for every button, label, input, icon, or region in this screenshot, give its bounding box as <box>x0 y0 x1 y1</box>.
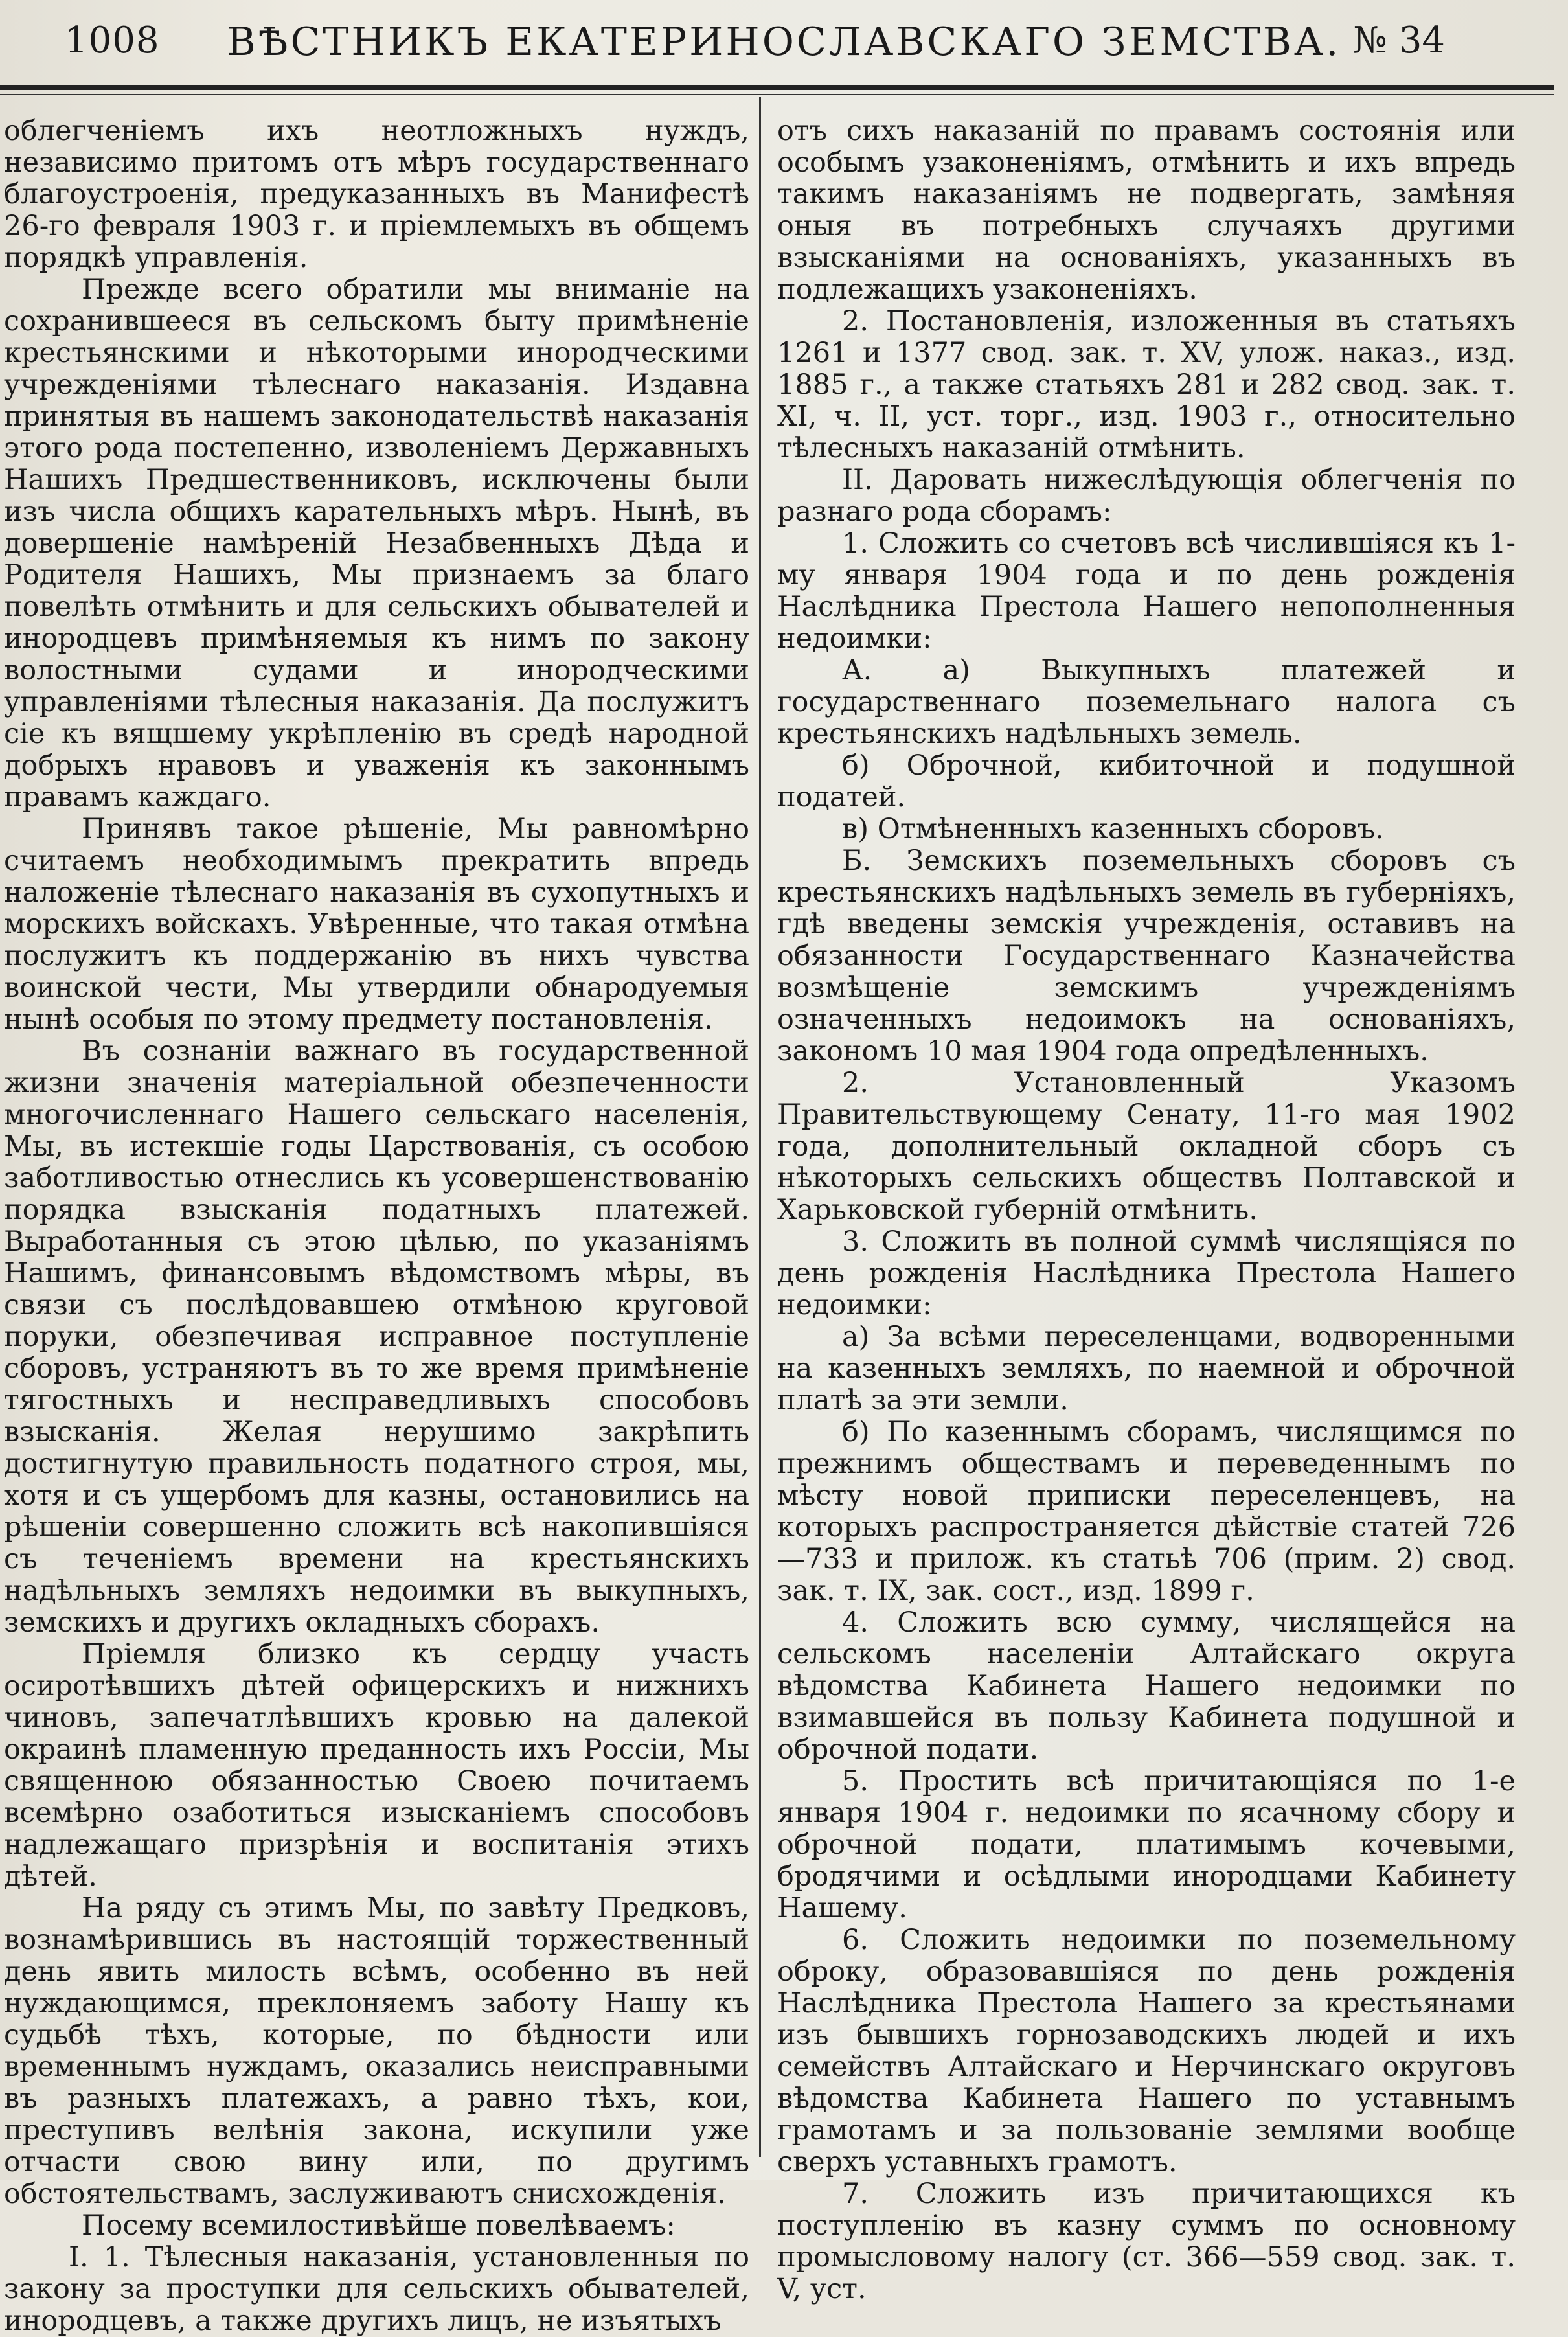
paragraph: II. Даровать нижеслѣдующія облегченія по разнаго рода сборамъ: <box>777 464 1516 528</box>
paragraph: На ряду съ этимъ Мы, по завѣту Предковъ, вознамѣрившись въ настоящій торжественный день явить милость всѣмъ, особенно въ ней нуждающимся, преклоняемъ заботу Нашу къ судьбѣ тѣхъ, которые, по бѣдности или временнымъ нуждамъ, оказались неисправными въ разныхъ платежахъ, а равно тѣхъ, кои, преступивъ велѣнія закона, искупили уже отчасти свою вину или, по другимъ обстоятельствамъ, заслуживаютъ снисхожденія. <box>4 1892 749 2210</box>
right-column <box>777 115 1541 2305</box>
paragraph: 5. Простить всѣ причитающіяся по 1-е января 1904 г. недоимки по ясачному сбору и оброчной подати, платимымъ кочевыми, бродячими и осѣдлыми инородцами Кабинету Нашему. <box>777 1765 1516 1924</box>
publication-title: ВѢСТНИКЪ ЕКАТЕРИНОСЛАВСКАГО ЗЕМСТВА. <box>227 19 1341 65</box>
left-column <box>0 115 755 2337</box>
paragraph: Посему всемилостивѣйше повелѣваемъ: <box>82 2209 676 2242</box>
paragraph: Б. Земскихъ поземельныхъ сборовъ съ крестьянскихъ надѣльныхъ земель въ губерніяхъ, гдѣ введены земскія учрежденія, оставивъ на обязанности Государственнаго Казначейства возмѣщеніе земскимъ учрежденіямъ означенныхъ недоимокъ на основаніяхъ, закономъ 10 мая 1904 года опредѣленныхъ. <box>777 845 1516 1067</box>
paragraph: Пріемля близко къ сердцу участь осиротѣвшихъ дѣтей офицерскихъ и нижнихъ чиновъ, запечатлѣвшихъ кровью на далекой окраинѣ пламенную преданность ихъ Россіи, Мы священною обязанностью Своею почитаемъ всемѣрно озаботиться изысканіемъ способовъ надлежащаго призрѣнія и воспитанія этихъ дѣтей. <box>4 1638 749 1893</box>
paragraph: А. а) Выкупныхъ платежей и государственнаго поземельнаго налога съ крестьянскихъ надѣльныхъ земель. <box>777 654 1516 750</box>
paragraph: Принявъ такое рѣшеніе, Мы равномѣрно считаемъ необходимымъ прекратить впредь наложеніе тѣлеснаго наказанія въ сухопутныхъ и морскихъ войскахъ. Увѣренные, что такая отмѣна послужитъ къ поддержанію въ нихъ чувства воинской чести, Мы утвердили обнародуемыя нынѣ особыя по этому предмету постановленія. <box>4 813 749 1036</box>
paragraph: в) Отмѣненныхъ казенныхъ сборовъ. <box>842 813 1384 845</box>
paragraph: 3. Сложить въ полной суммѣ числящіяся по день рожденія Наслѣдника Престола Нашего недоимки: <box>777 1226 1516 1321</box>
paragraph: 6. Сложить недоимки по поземельному оброку, образовавшіяся по день рожденія Наслѣдника Престола Нашего за крестьянами изъ бывшихъ горнозаводскихъ людей и ихъ семействъ Алтайскаго и Нерчинскаго округовъ вѣдомства Кабинета Нашего по уставнымъ грамотамъ и за пользованіе землями вообще сверхъ уставныхъ грамотъ. <box>777 1924 1516 2178</box>
header-rule-thin <box>0 94 1554 95</box>
paragraph: I. 1. Тѣлесныя наказанія, установленныя по закону за проступки для сельскихъ обывателей, инородцевъ, а также другихъ лицъ, не изъятыхъ <box>4 2241 749 2337</box>
paragraph: б) По казеннымъ сборамъ, числящимся по прежнимъ обществамъ и переведеннымъ по мѣсту новой приписки переселенцевъ, на которыхъ распространяется дѣйствіе статей 726—733 и прилож. къ статьѣ 706 (прим. 2) свод. зак. т. IX, зак. сост., изд. 1899 г. <box>777 1416 1516 1607</box>
issue-number: № 34 <box>1352 19 1445 62</box>
page-number: 1008 <box>65 19 160 62</box>
paragraph: 1. Сложить со счетовъ всѣ числившіяся къ 1-му января 1904 года и по день рожденія Наслѣдника Престола Нашего непополненныя недоимки: <box>777 527 1516 655</box>
paragraph: облегченіемъ ихъ неотложныхъ нуждъ, независимо притомъ отъ мѣръ государственнаго благоустроенія, предуказанныхъ въ Манифестѣ 26-го февраля 1903 г. и пріемлемыхъ въ общемъ порядкѣ управленія. <box>4 115 749 274</box>
page-header <box>0 0 1568 97</box>
paragraph: 4. Сложить всю сумму, числящейся на сельскомъ населеніи Алтайскаго округа вѣдомства Кабинета Нашего недоимки по взимавшейся въ пользу Кабинета подушной и оброчной подати. <box>777 1606 1516 1766</box>
paragraph: а) За всѣми переселенцами, водворенными на казенныхъ земляхъ, по наемной и оброчной платѣ за эти земли. <box>777 1321 1516 1417</box>
paragraph: Въ сознаніи важнаго въ государственной жизни значенія матеріальной обезпеченности многочисленнаго Нашего сельскаго населенія, Мы, въ истекшіе годы Царствованія, съ особою заботливостью отнеслись къ усовершенствованію порядка взысканія податныхъ платежей. Выработанныя съ этою цѣлью, по указаніямъ Нашимъ, финансовымъ вѣдомствомъ мѣры, въ связи съ послѣдовавшею отмѣною круговой поруки, обезпечивая исправное поступленіе сборовъ, устраняютъ въ то же время примѣненіе тягостныхъ и несправедливыхъ способовъ взысканія. Желая нерушимо закрѣпить достигнутую правильность податного строя, мы, хотя и съ ущербомъ для казны, остановились на рѣшеніи совершенно сложить всѣ накопившіяся съ теченіемъ времени на крестьянскихъ надѣльныхъ земляхъ недоимки въ выкупныхъ, земскихъ и другихъ окладныхъ сборахъ. <box>4 1035 749 1639</box>
paragraph: 7. Сложить изъ причитающихся къ поступленію въ казну суммъ по основному промысловому налогу (ст. 366—559 свод. зак. т. V, уст. <box>777 2178 1516 2305</box>
column-divider <box>759 97 761 2157</box>
header-rule-thick <box>0 86 1554 90</box>
paragraph: 2. Постановленія, изложенныя въ статьяхъ 1261 и 1377 свод. зак. т. XV, улож. наказ., изд. 1885 г., а также статьяхъ 281 и 282 свод. зак. т. XI, ч. II, уст. торг., изд. 1903 г., относительно тѣлесныхъ наказаній отмѣнить. <box>777 305 1516 464</box>
paragraph: б) Оброчной, кибиточной и подушной податей. <box>777 749 1516 814</box>
paragraph: Прежде всего обратили мы вниманіе на сохранившееся въ сельскомъ быту примѣненіе крестьянскими и нѣкоторыми инородческими учрежденіями тѣлеснаго наказанія. Издавна принятыя въ нашемъ законодательствѣ наказанія этого рода постепенно, изволеніемъ Державныхъ Нашихъ Предшественниковъ, исключены были изъ числа общихъ карательныхъ мѣръ. Нынѣ, въ довершеніе намѣреній Незабвенныхъ Дѣда и Родителя Нашихъ, Мы признаемъ за благо повелѣть отмѣнить и для сельскихъ обывателей и инородцевъ примѣняемыя къ нимъ по закону волостными судами и инородческими управленіями тѣлесныя наказанія. Да послужитъ сіе къ вящшему укрѣпленію въ средѣ народной добрыхъ нравовъ и уваженія къ законнымъ правамъ каждаго. <box>4 273 749 814</box>
paragraph: отъ сихъ наказаній по правамъ состоянія или особымъ узаконеніямъ, отмѣнить и ихъ впредь такимъ наказаніямъ не подвергать, замѣняя оныя въ потребныхъ случаяхъ другими взысканіями на основаніяхъ, указанныхъ въ подлежащихъ узаконеніяхъ. <box>777 115 1516 306</box>
paragraph: 2. Установленный Указомъ Правительствующему Сенату, 11-го мая 1902 года, дополнительный окладной сборъ съ нѣкоторыхъ сельскихъ обществъ Полтавской и Харьковской губерній отмѣнить. <box>777 1067 1516 1226</box>
